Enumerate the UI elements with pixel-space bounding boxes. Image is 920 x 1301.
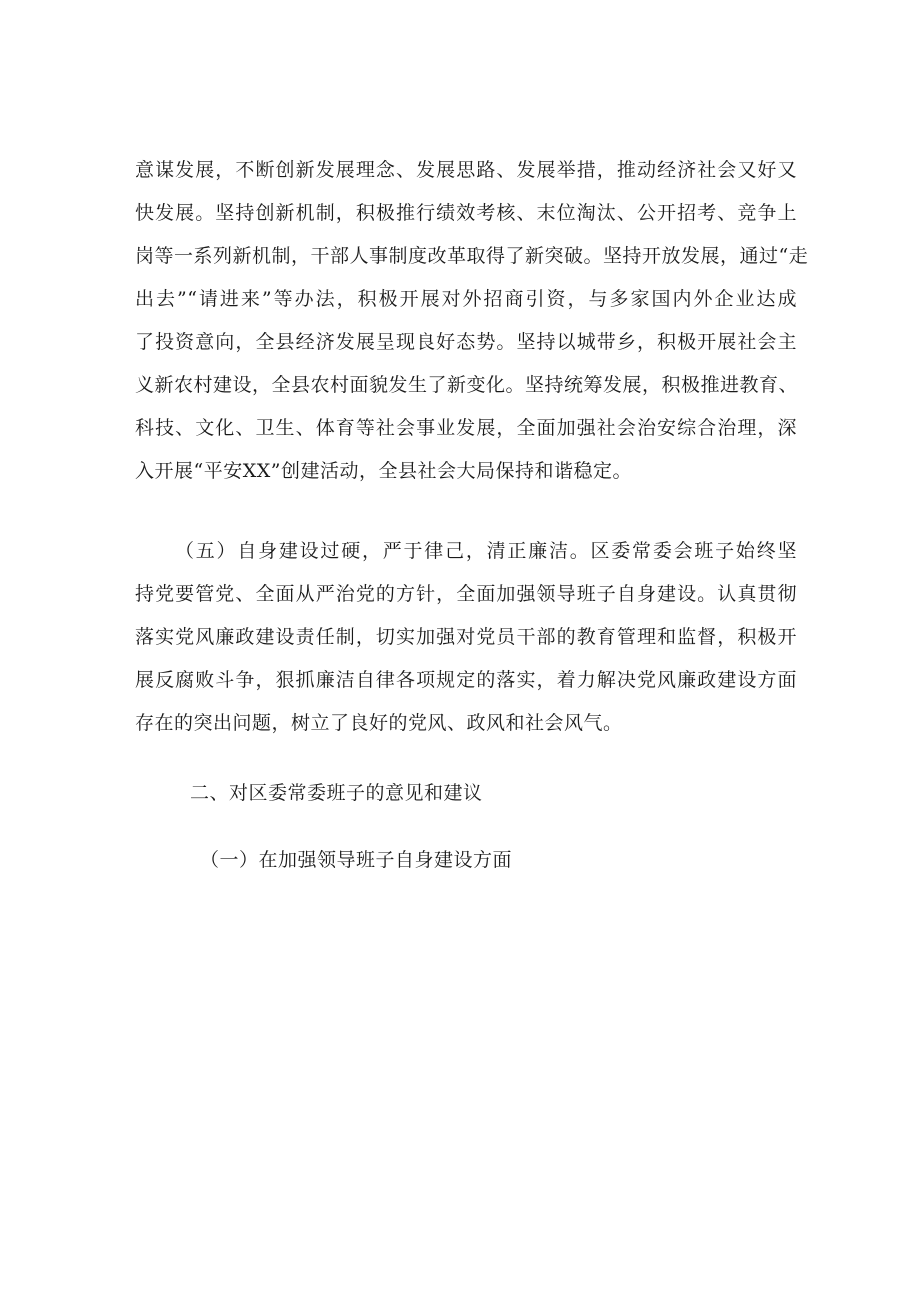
paragraph-line: 持党要管党、全面从严治党的方针，全面加强领导班子自身建设。认真贯彻 xyxy=(135,583,797,605)
paragraph-line: 科技、文化、卫生、体育等社会事业发展，全面加强社会治安综合治理，深 xyxy=(135,417,797,439)
paragraph-line: 入开展“平安XX”创建活动，全县社会大局保持和谐稳定。 xyxy=(135,460,632,482)
paragraph-line: 存在的突出问题，树立了良好的党风、政风和社会风气。 xyxy=(135,712,623,734)
paragraph-line: 了投资意向，全县经济发展呈现良好态势。坚持以城带乡，积极开展社会主 xyxy=(135,331,797,353)
paragraph-line: 意谋发展，不断创新发展理念、发展思路、发展举措，推动经济社会又好又 xyxy=(135,159,797,181)
paragraph-line: 落实党风廉政建设责任制，切实加强对党员干部的教育管理和监督，积极开 xyxy=(135,626,797,648)
paragraph-line: 岗等一系列新机制，干部人事制度改革取得了新突破。坚持开放发展，通过“走 xyxy=(135,245,809,267)
paragraph-line: 展反腐败斗争，狠抓廉洁自律各项规定的落实，着力解决党风廉政建设方面 xyxy=(135,669,797,691)
subsection-heading: （一）在加强领导班子自身建设方面 xyxy=(200,849,513,871)
paragraph-line: 出去”“请进来”等办法，积极开展对外招商引资，与多家国内外企业达成 xyxy=(135,288,797,310)
paragraph-line: 快发展。坚持创新机制，积极推行绩效考核、末位淘汰、公开招考、竞争上 xyxy=(135,202,797,224)
paragraph-line-indented: （五）自身建设过硬，严于律己，清正廉洁。区委常委会班子始终坚 xyxy=(175,540,797,562)
paragraph-line: 义新农村建设，全县农村面貌发生了新变化。坚持统筹发展，积极推进教育、 xyxy=(135,374,799,396)
section-heading: 二、对区委常委班子的意见和建议 xyxy=(190,782,483,804)
